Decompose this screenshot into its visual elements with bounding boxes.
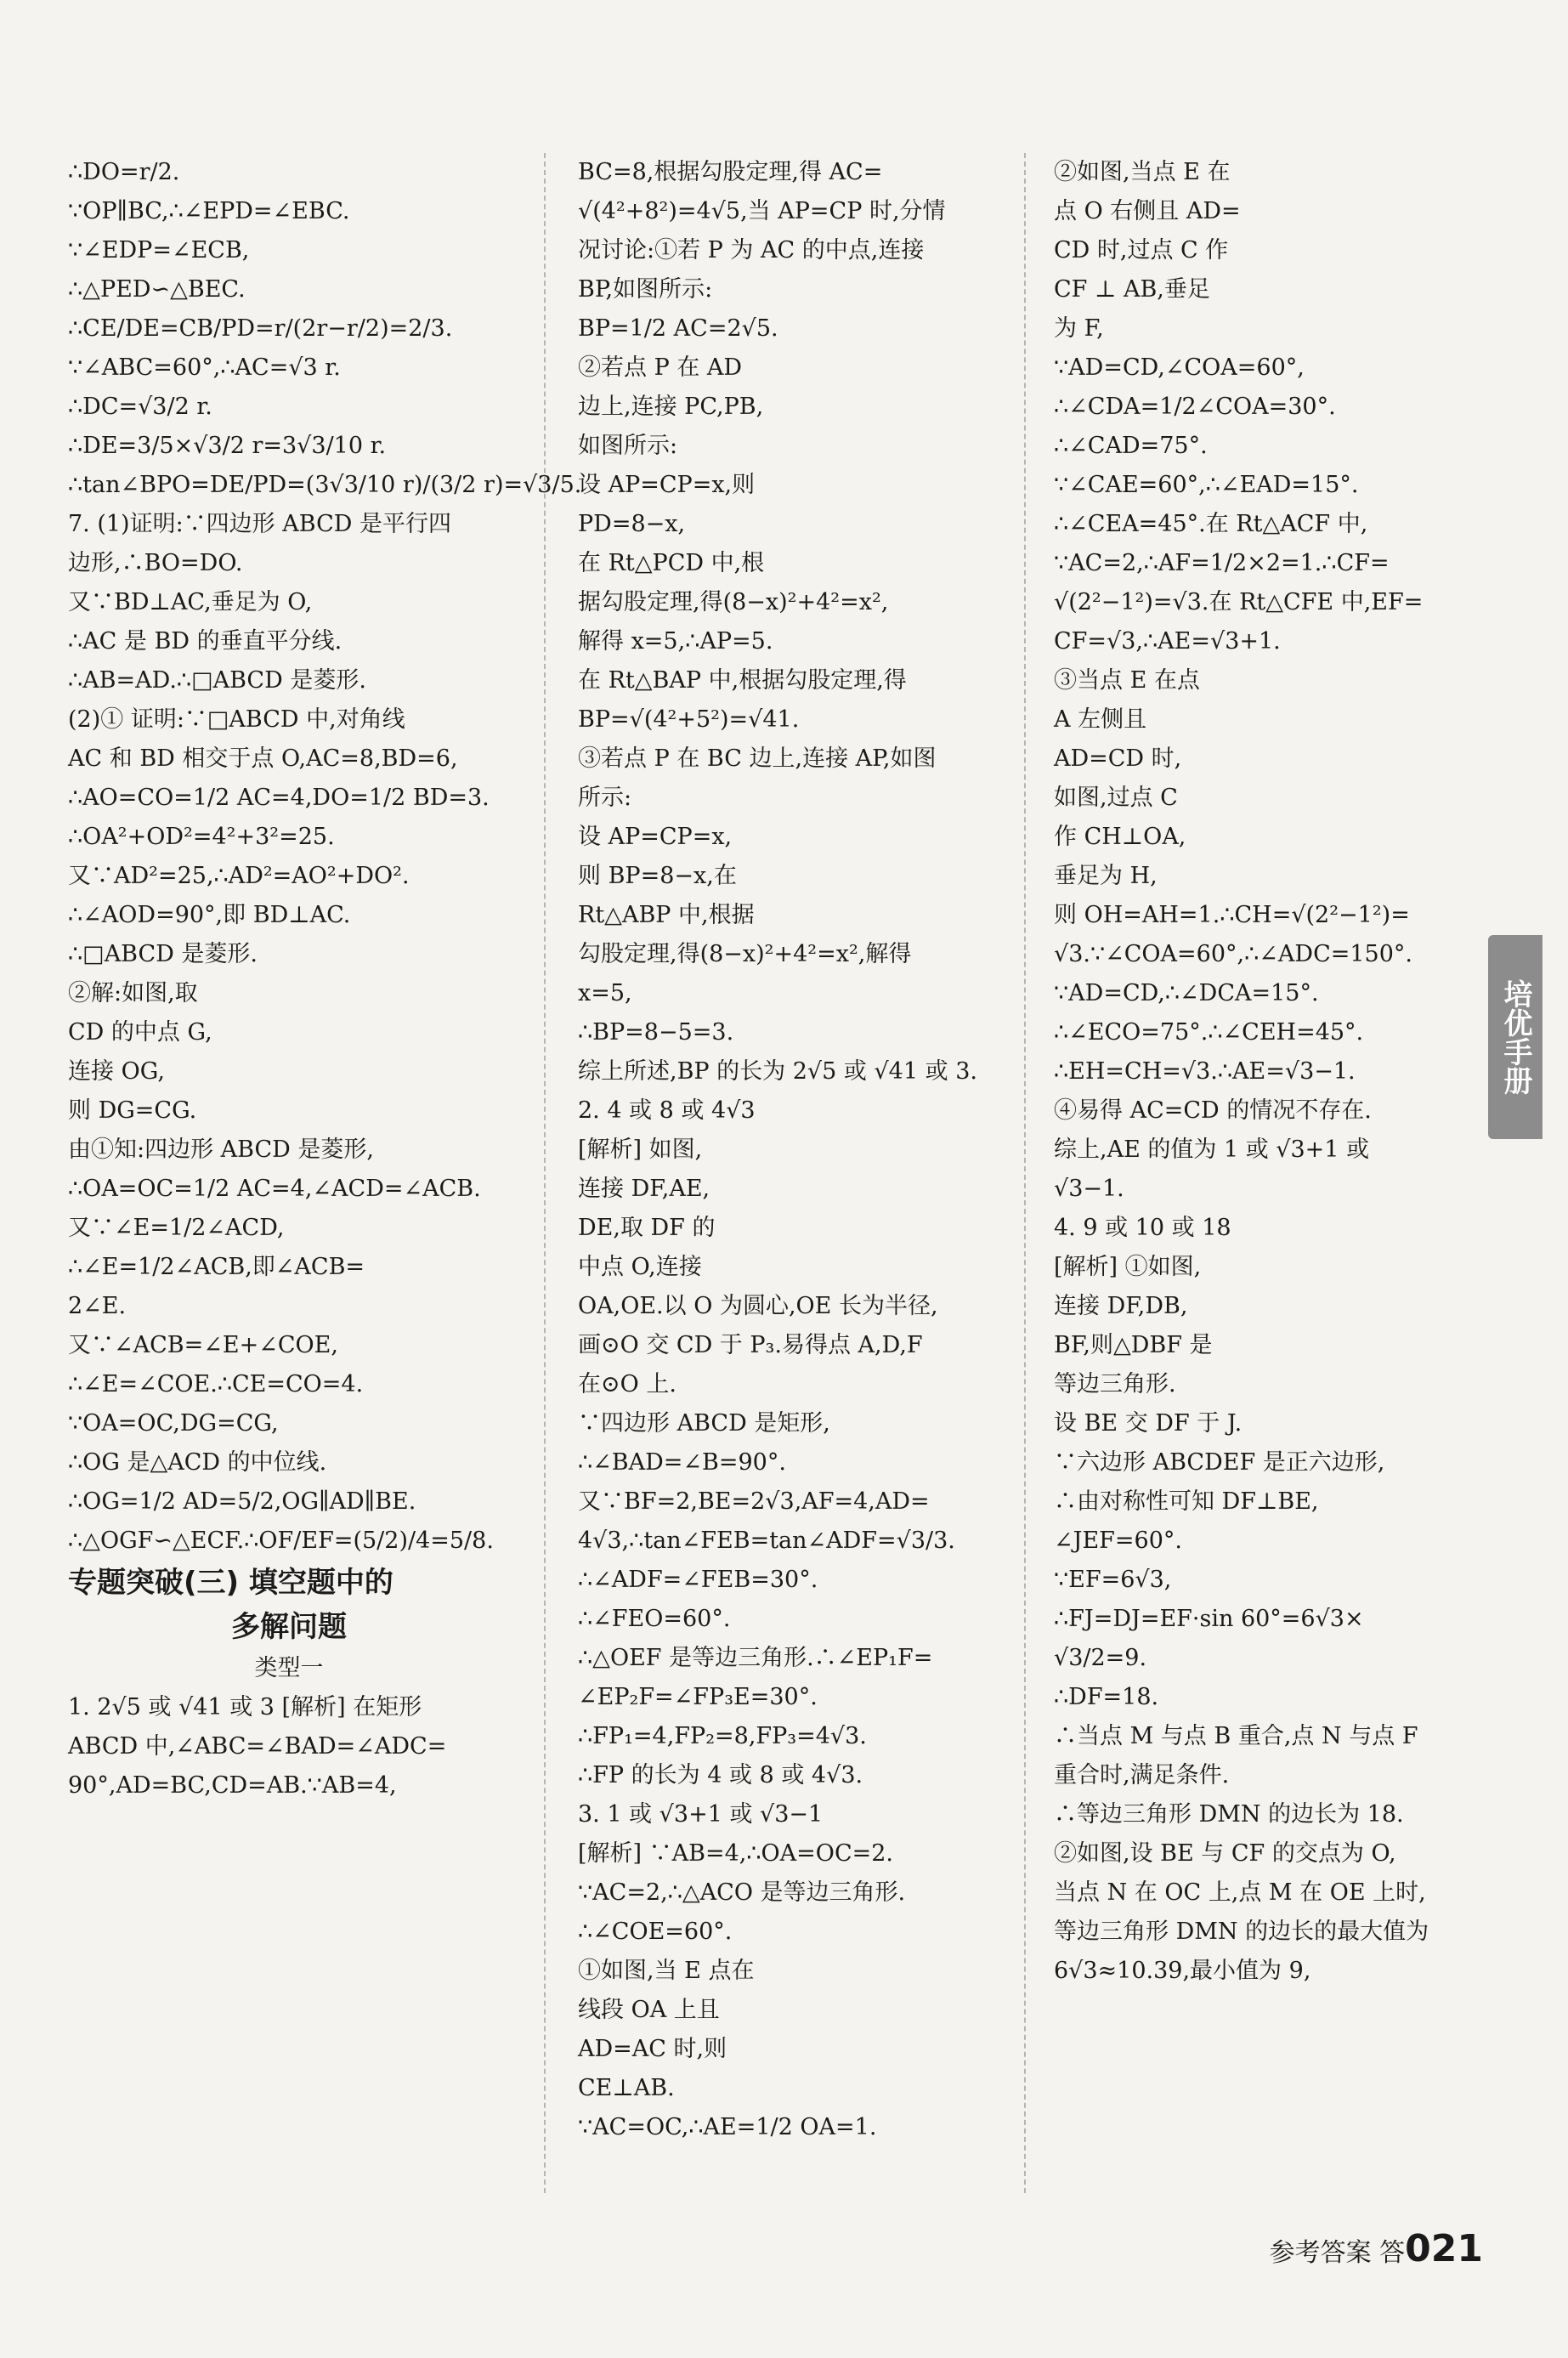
text-line: CD 时,过点 C 作: [1054, 237, 1229, 264]
text-line: ∵∠ABC=60°,∴AC=√3 r.: [68, 354, 341, 381]
column-divider: [544, 153, 546, 2193]
column-3: [1054, 153, 1470, 1991]
text-line: ∴OG=1/2 AD=5/2,OG∥AD∥BE.: [68, 1488, 416, 1515]
text-line: ②若点 P 在 AD: [578, 354, 743, 381]
text-line: OA,OE.以 O 为圆心,OE 长为半径,: [578, 1293, 938, 1319]
text-line: 2∠E.: [68, 1293, 127, 1319]
text-line: 4. 9 或 10 或 18: [1054, 1215, 1231, 1241]
text-line: ∵四边形 ABCD 是矩形,: [578, 1410, 830, 1437]
text-line: Rt△ABP 中,根据: [578, 902, 755, 928]
text-line: 据勾股定理,得(8−x)²+4²=x²,: [578, 589, 889, 615]
text-line: ∠EP₂F=∠FP₃E=30°.: [578, 1684, 818, 1710]
text-line: CE⊥AB.: [578, 2075, 675, 2101]
text-line: ∵EF=6√3,: [1054, 1567, 1172, 1593]
text-line: ∵AC=2,∴AF=1/2×2=1.∴CF=: [1054, 550, 1390, 576]
text-line: 为 F,: [1054, 315, 1104, 342]
text-line: 连接 DF,DB,: [1054, 1293, 1188, 1319]
text-line: (2)① 证明:∵□ABCD 中,对角线: [68, 706, 405, 733]
text-line: ③若点 P 在 BC 边上,连接 AP,如图: [578, 745, 937, 772]
text-line: 1. 2√5 或 √41 或 3 [解析] 在矩形: [68, 1694, 422, 1720]
text-line: 中点 O,连接: [578, 1254, 702, 1280]
text-line: ∴CE/DE=CB/PD=r/(2r−r/2)=2/3.: [68, 315, 453, 342]
text-line: 则 OH=AH=1.∴CH=√(2²−1²)=: [1054, 902, 1410, 928]
text-line: 在⊙O 上.: [578, 1371, 676, 1397]
text-line: PD=8−x,: [578, 511, 686, 537]
text-line: 等边三角形 DMN 的边长的最大值为: [1054, 1919, 1429, 1945]
text-line: ∵六边形 ABCDEF 是正六边形,: [1054, 1449, 1385, 1476]
text-line: ∴AB=AD.∴□ABCD 是菱形.: [68, 667, 366, 694]
text-line: ∴等边三角形 DMN 的边长为 18.: [1054, 1801, 1404, 1828]
text-line: ③当点 E 在点: [1054, 667, 1200, 694]
text-line: ∵AD=CD,∠COA=60°,: [1054, 354, 1305, 381]
text-line: ∴由对称性可知 DF⊥BE,: [1054, 1488, 1319, 1515]
text-line: 2. 4 或 8 或 4√3: [578, 1097, 756, 1124]
text-line: 6√3≈10.39,最小值为 9,: [1054, 1958, 1311, 1984]
text-line: ∴tan∠BPO=DE/PD=(3√3/10 r)/(3/2 r)=√3/5.: [68, 472, 582, 498]
text-line: √3.∵∠COA=60°,∴∠ADC=150°.: [1054, 941, 1412, 967]
text-line: ∴∠BAD=∠B=90°.: [578, 1449, 786, 1476]
text-line: AD=AC 时,则: [578, 2036, 727, 2062]
text-line: AC 和 BD 相交于点 O,AC=8,BD=6,: [68, 745, 458, 772]
text-line: 则 DG=CG.: [68, 1097, 197, 1124]
section-title: 专题突破(三) 填空题中的: [68, 1566, 393, 1600]
section-type: 类型一: [254, 1655, 324, 1681]
text-line: ∵OP∥BC,∴∠EPD=∠EBC.: [68, 198, 350, 224]
text-line: ∴∠E=∠COE.∴CE=CO=4.: [68, 1371, 364, 1397]
text-line: ∴DE=3/5×√3/2 r=3√3/10 r.: [68, 433, 387, 459]
text-line: [解析] ①如图,: [1054, 1254, 1202, 1280]
text-line: ②如图,当点 E 在: [1054, 159, 1231, 185]
text-line: BF,则△DBF 是: [1054, 1332, 1213, 1358]
text-line: 边上,连接 PC,PB,: [578, 394, 764, 420]
section-title-2: 多解问题: [231, 1610, 347, 1644]
text-line: 又∵BF=2,BE=2√3,AF=4,AD=: [578, 1488, 930, 1515]
text-line: ∴当点 M 与点 B 重合,点 N 与点 F: [1054, 1723, 1418, 1749]
text-line: 在 Rt△PCD 中,根: [578, 550, 765, 576]
text-line: CD 的中点 G,: [68, 1019, 212, 1046]
page-footer: [1270, 2227, 1483, 2270]
text-line: ∴OA²+OD²=4²+3²=25.: [68, 824, 335, 850]
text-line: 况讨论:①若 P 为 AC 的中点,连接: [578, 237, 925, 264]
text-line: 边形,∴BO=DO.: [68, 550, 243, 576]
text-line: ∴AC 是 BD 的垂直平分线.: [68, 628, 342, 655]
text-line: ∴∠CDA=1/2∠COA=30°.: [1054, 394, 1336, 420]
text-line: 又∵BD⊥AC,垂足为 O,: [68, 589, 313, 615]
text-line: 由①知:四边形 ABCD 是菱形,: [68, 1136, 374, 1163]
text-line: 4√3,∴tan∠FEB=tan∠ADF=√3/3.: [578, 1528, 955, 1554]
text-line: x=5,: [578, 980, 632, 1006]
text-line: 则 BP=8−x,在: [578, 863, 737, 889]
text-line: ∴DF=18.: [1054, 1684, 1159, 1710]
text-line: ∴□ABCD 是菱形.: [68, 941, 258, 967]
text-line: ∴∠COE=60°.: [578, 1919, 733, 1945]
text-line: ∴BP=8−5=3.: [578, 1019, 734, 1046]
text-line: 又∵∠ACB=∠E+∠COE,: [68, 1332, 338, 1358]
text-line: CF ⊥ AB,垂足: [1054, 276, 1210, 303]
text-line: ∴OA=OC=1/2 AC=4,∠ACD=∠ACB.: [68, 1176, 481, 1202]
text-line: 90°,AD=BC,CD=AB.∵AB=4,: [68, 1772, 397, 1799]
text-line: √3/2=9.: [1054, 1645, 1147, 1671]
text-line: ∵∠CAE=60°,∴∠EAD=15°.: [1054, 472, 1359, 498]
text-line: ∴FP 的长为 4 或 8 或 4√3.: [578, 1762, 863, 1788]
text-line: √(2²−1²)=√3.在 Rt△CFE 中,EF=: [1054, 589, 1424, 615]
text-line: [解析] 如图,: [578, 1136, 703, 1163]
text-line: 如图所示:: [578, 433, 678, 459]
text-line: ②解:如图,取: [68, 980, 198, 1006]
text-line: √(4²+8²)=4√5,当 AP=CP 时,分情: [578, 198, 946, 224]
text-line: 综上,AE 的值为 1 或 √3+1 或: [1054, 1136, 1370, 1163]
text-line: ∴∠CEA=45°.在 Rt△ACF 中,: [1054, 511, 1368, 537]
text-line: 等边三角形.: [1054, 1371, 1176, 1397]
text-line: 如图,过点 C: [1054, 785, 1178, 811]
text-line: 综上所述,BP 的长为 2√5 或 √41 或 3.: [578, 1058, 977, 1085]
text-line: ∴OG 是△ACD 的中位线.: [68, 1449, 327, 1476]
text-line: 在 Rt△BAP 中,根据勾股定理,得: [578, 667, 907, 694]
text-line: ∴DO=r/2.: [68, 159, 180, 185]
text-line: CF=√3,∴AE=√3+1.: [1054, 628, 1281, 655]
text-line: √3−1.: [1054, 1176, 1124, 1202]
text-line: 连接 DF,AE,: [578, 1176, 710, 1202]
column-1: [68, 153, 582, 1805]
text-line: 3. 1 或 √3+1 或 √3−1: [578, 1801, 824, 1828]
text-line: 又∵∠E=1/2∠ACD,: [68, 1215, 285, 1241]
text-line: ∴FJ=DJ=EF·sin 60°=6√3×: [1054, 1606, 1364, 1632]
text-line: 线段 OA 上且: [578, 1997, 720, 2023]
text-line: DE,取 DF 的: [578, 1215, 716, 1241]
footer-label: 参考答案 答: [1269, 2238, 1406, 2268]
text-line: [解析] ∵AB=4,∴OA=OC=2.: [578, 1840, 893, 1867]
text-line: ∴∠E=1/2∠ACB,即∠ACB=: [68, 1254, 365, 1280]
page-number: 021: [1405, 2227, 1483, 2270]
side-tab: 培优手册: [1488, 935, 1543, 1139]
text-line: ∴△OEF 是等边三角形.∴∠EP₁F=: [578, 1645, 933, 1671]
text-line: 设 AP=CP=x,则: [578, 472, 756, 498]
text-line: ∴∠ADF=∠FEB=30°.: [578, 1567, 818, 1593]
text-line: ∴∠AOD=90°,即 BD⊥AC.: [68, 902, 351, 928]
text-line: ∵∠EDP=∠ECB,: [68, 237, 250, 264]
text-line: 当点 N 在 OC 上,点 M 在 OE 上时,: [1054, 1879, 1426, 1906]
column-2: [578, 153, 994, 2147]
text-line: A 左侧且: [1054, 706, 1147, 733]
text-line: ∴DC=√3/2 r.: [68, 394, 212, 420]
text-line: ∴AO=CO=1/2 AC=4,DO=1/2 BD=3.: [68, 785, 490, 811]
text-line: BP=√(4²+5²)=√41.: [578, 706, 800, 733]
text-line: ①如图,当 E 点在: [578, 1958, 755, 1984]
text-line: 重合时,满足条件.: [1054, 1762, 1230, 1788]
text-line: ④易得 AC=CD 的情况不存在.: [1054, 1097, 1372, 1124]
text-line: AD=CD 时,: [1054, 745, 1182, 772]
text-line: 又∵AD²=25,∴AD²=AO²+DO².: [68, 863, 410, 889]
text-line: 垂足为 H,: [1054, 863, 1158, 889]
text-line: ∴∠ECO=75°.∴∠CEH=45°.: [1054, 1019, 1364, 1046]
text-line: ∵OA=OC,DG=CG,: [68, 1410, 279, 1437]
text-line: ∴∠FEO=60°.: [578, 1606, 731, 1632]
text-line: ∴∠CAD=75°.: [1054, 433, 1208, 459]
text-line: ABCD 中,∠ABC=∠BAD=∠ADC=: [68, 1733, 447, 1760]
text-line: BC=8,根据勾股定理,得 AC=: [578, 159, 883, 185]
text-line: ∴△PED∽△BEC.: [68, 276, 246, 303]
text-line: 作 CH⊥OA,: [1054, 824, 1186, 850]
text-line: ∵AD=CD,∴∠DCA=15°.: [1054, 980, 1319, 1006]
text-line: 解得 x=5,∴AP=5.: [578, 628, 773, 655]
text-line: 设 AP=CP=x,: [578, 824, 733, 850]
text-line: ∠JEF=60°.: [1054, 1528, 1182, 1554]
column-divider: [1024, 153, 1026, 2193]
text-line: 7. (1)证明:∵四边形 ABCD 是平行四: [68, 511, 451, 537]
text-line: ∵AC=2,∴△ACO 是等边三角形.: [578, 1879, 906, 1906]
text-line: BP=1/2 AC=2√5.: [578, 315, 778, 342]
text-line: 勾股定理,得(8−x)²+4²=x²,解得: [578, 941, 912, 967]
text-line: ②如图,设 BE 与 CF 的交点为 O,: [1054, 1840, 1396, 1867]
text-line: 设 BE 交 DF 于 J.: [1054, 1410, 1243, 1437]
text-line: 连接 OG,: [68, 1058, 165, 1085]
text-line: 画⊙O 交 CD 于 P₃.易得点 A,D,F: [578, 1332, 923, 1358]
text-line: ∴FP₁=4,FP₂=8,FP₃=4√3.: [578, 1723, 867, 1749]
text-line: ∴EH=CH=√3.∴AE=√3−1.: [1054, 1058, 1356, 1085]
text-line: ∵AC=OC,∴AE=1/2 OA=1.: [578, 2114, 877, 2140]
text-line: ∴△OGF∽△ECF.∴OF/EF=(5/2)/4=5/8.: [68, 1528, 494, 1554]
text-line: BP,如图所示:: [578, 276, 713, 303]
text-line: 点 O 右侧且 AD=: [1054, 198, 1241, 224]
text-line: 所示:: [578, 785, 632, 811]
